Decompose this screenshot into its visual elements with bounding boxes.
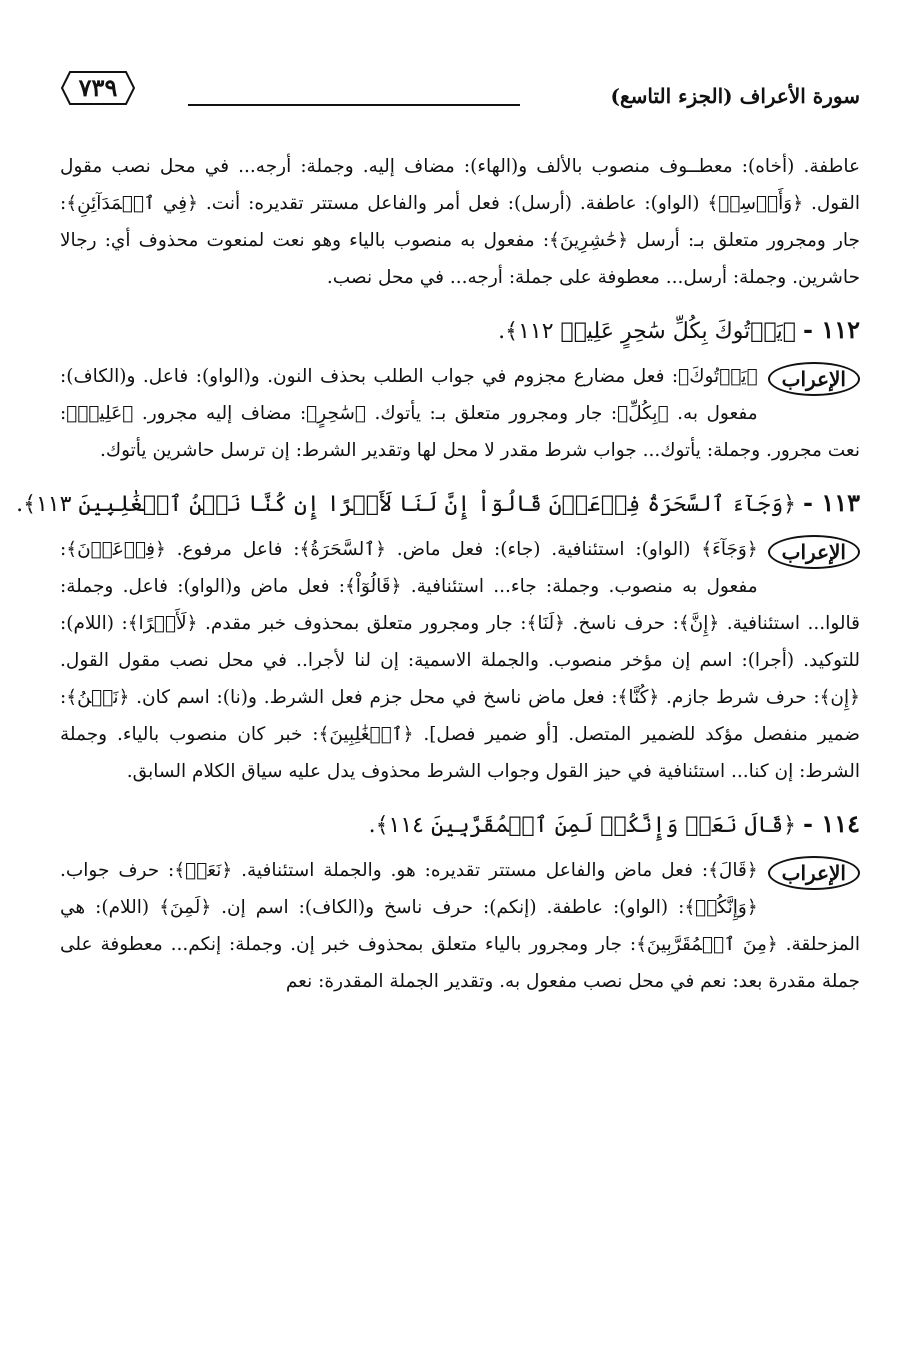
irab-text: ﴿وَجَآءَ﴾ (الواو): استئنافية. (جاء): فعل ماض. ﴿ٱلسَّحَرَةُ﴾: فاعل مرفوع. ﴿فِرۡعَوۡنَ﴾: مفعول به منصوب. وجملة: جاء... استئنافية. ﴿قَالُوٓاْ﴾: فعل ماض و(الواو): فاعل. وجملة: قالوا... استئنافية. ﴿إِنَّ﴾: حرف ناسخ. ﴿لَنَا﴾: جار ومجرور متعلق بمحذوف خبر مقدم. ﴿لَأَجۡرًا﴾: (اللام): للتوكيد. (أجرا): اسم إن مؤخر منصوب. والجملة الاسمية: إن لنا لأجرا.. في محل نصب مقول القول. ﴿إِن﴾: حرف شرط جازم. ﴿كُنَّا﴾: فعل ماض ناسخ في محل جزم فعل الشرط. و(نا): اسم كان. ﴿نَحۡنُ﴾: ضمير منفصل مؤكد للضمير المتصل. [أو ضمير فصل]. ﴿ٱلۡغَٰلِبِينَ﴾: خبر كان منصوب بالياء. وجملة الشرط: إن كنا... استئنافية في حيز القول وجواب الشرط محذوف يدل عليه سياق الكلام السابق. <box>60 539 860 782</box>
verse-number: ١١٢ - <box>803 315 860 344</box>
page-number-frame <box>60 70 136 106</box>
irab-block-113 <box>60 531 860 790</box>
page-header <box>60 60 860 110</box>
irab-block-112 <box>60 358 860 469</box>
verse-113 <box>16 483 860 525</box>
irab-block-114 <box>60 852 860 1000</box>
irab-label: الإعراب <box>768 856 860 890</box>
verse-114 <box>60 804 860 846</box>
irab-text: ﴿قَالَ﴾: فعل ماض والفاعل مستتر تقديره: هو. والجملة استئنافية. ﴿نَعَمۡ﴾: حرف جواب. ﴿وَإِنَّكُمۡ﴾: (الواو): عاطفة. (إنكم): حرف ناسخ و(الكاف): اسم إن. ﴿لَمِنَ﴾ (اللام): هي المزحلقة. ﴿مِنَ ٱلۡمُقَرَّبِينَ﴾: جار ومجرور بالياء متعلق بمحذوف خبر إن. وجملة: إنكم... معطوفة على جملة مقدرة بعد: نعم في محل نصب مفعول به. وتقدير الجملة المقدرة: نعم <box>60 860 860 992</box>
verse-text: ﴿قَالَ نَعَمۡ وَإِنَّكُمۡ لَمِنَ ٱلۡمُقَرَّبِينَ ١١٤﴾. <box>368 813 796 838</box>
irab-label: الإعراب <box>768 535 860 569</box>
verse-number: ١١٣ - <box>803 488 860 517</box>
running-title: سورة الأعراف (الجزء التاسع) <box>610 84 860 108</box>
verse-number: ١١٤ - <box>803 809 860 838</box>
header-rule <box>188 104 520 106</box>
book-page <box>16 60 860 1330</box>
irab-label: الإعراب <box>768 362 860 396</box>
verse-112 <box>60 310 860 352</box>
verse-text: ﴿يَأۡتُوكَ بِكُلِّ سَٰحِرٍ عَلِيمٖ ١١٢﴾. <box>498 319 796 344</box>
page-number: ٧٣٩ <box>78 73 118 102</box>
intro-paragraph: عاطفة. (أخاه): معطــوف منصوب بالألف و(الهاء): مضاف إليه. وجملة: أرجه... في محل نصب مقول القول. ﴿وَأَرۡسِلۡ﴾ (الواو): عاطفة. (أرسل): فعل أمر والفاعل مستتر تقديره: أنت. ﴿فِي ٱلۡمَدَآئِنِ﴾: جار ومجرور متعلق بـ: أرسل ﴿حَٰشِرِينَ﴾: مفعول به منصوب بالياء وهو نعت لمنعوت محذوف أي: رجالا حاشرين. وجملة: أرسل... معطوفة على جملة: أرجه... في محل نصب. <box>60 156 860 288</box>
irab-text: ﴿يَأۡتُوكَ﴾: فعل مضارع مجزوم في جواب الطلب بحذف النون. و(الواو): فاعل. و(الكاف): مفعول به. ﴿بِكُلِّ﴾: جار ومجرور متعلق بـ: يأتوك. ﴿سَٰحِرٍ﴾: مضاف إليه مجرور. ﴿عَلِيمٖ﴾: نعت مجرور. وجملة: يأتوك... جواب شرط مقدر لا محل لها وتقدير الشرط: إن ترسل حاشرين يأتوك. <box>60 366 860 461</box>
verse-text: ﴿وَجَآءَ ٱلسَّحَرَةُ فِرۡعَوۡنَ قَالُوٓاْ إِنَّ لَنَا لَأَجۡرًا إِن كُنَّا نَحۡنُ ٱلۡغَٰلِبِينَ ١١٣﴾. <box>16 492 796 517</box>
